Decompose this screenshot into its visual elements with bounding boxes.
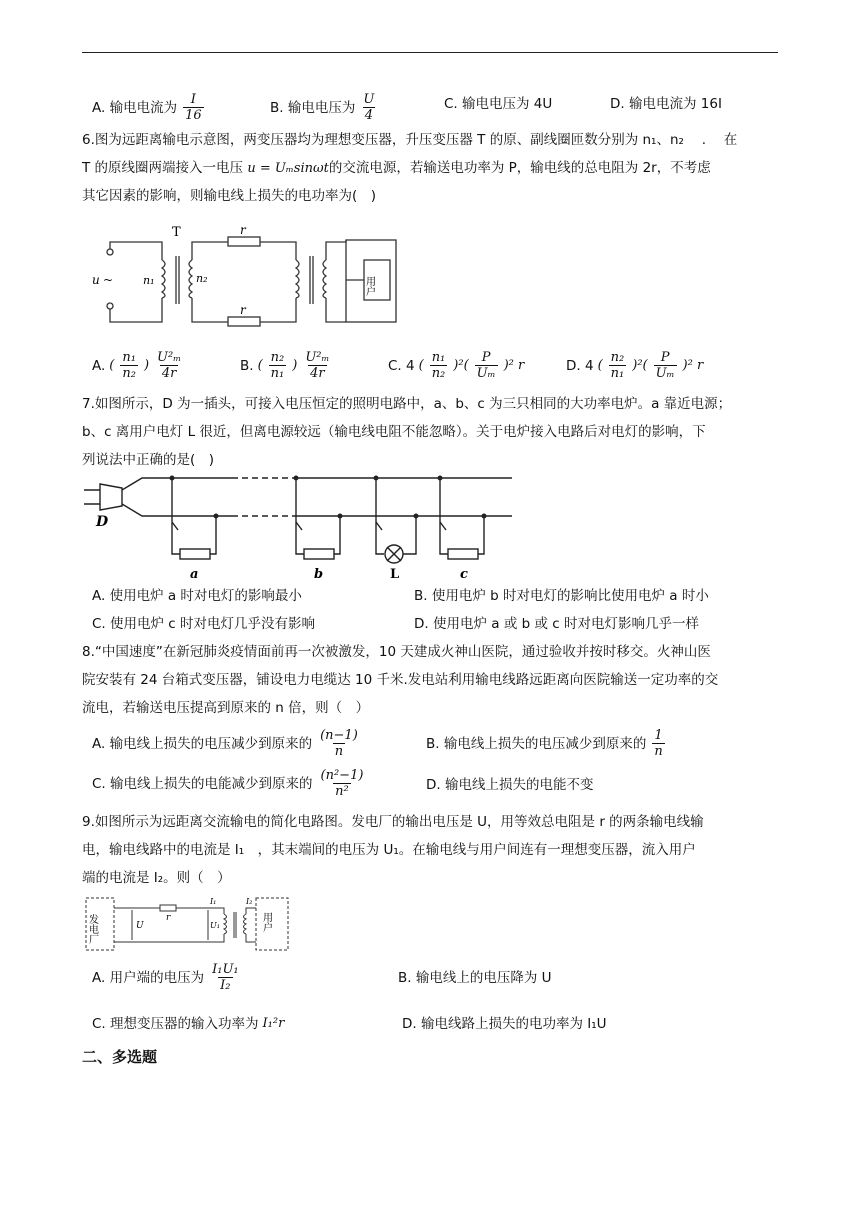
q8-line1: 8.“中国速度”在新冠肺炎疫情面前再一次被激发，10 天建成火神山医院，通过验收并按时移交。火神山医 xyxy=(82,644,711,660)
svg-text:r: r xyxy=(166,913,171,923)
q6-circuit-figure xyxy=(88,222,404,334)
q9-line1: 9.如图所示为远距离交流输电的简化电路图。发电厂的输出电压是 U，用等效总电阻是 r 的两条输电线输 xyxy=(82,814,704,830)
svg-text:D: D xyxy=(96,514,109,530)
section-heading-multi-choice: 二、多选题 xyxy=(82,1048,158,1066)
q7-option-b[interactable]: B. 使用电炉 b 时对电灯的影响比使用电炉 a 时小 xyxy=(414,588,709,604)
q9-option-a[interactable]: A. 用户端的电压为 $\frac{\text{I₁U₁}}{\text{I₂}}$ xyxy=(92,962,239,993)
q5-option-b[interactable]: B. 输电电压为 $\frac{U}{4}$ xyxy=(270,92,375,123)
q6-line2: T 的原线圈两端接入一电压 u = Uₘsinωt的交流电源，若输送电功率为 P，输电线的总电阻为 2r，不考虑 xyxy=(82,160,711,176)
svg-text:r: r xyxy=(240,223,246,237)
svg-text:U₁: U₁ xyxy=(210,921,220,930)
q7-line3: 列说法中正确的是( ) xyxy=(82,452,215,468)
q8-option-b[interactable]: B. 输电线上损失的电压减少到原来的 $\frac{1}{n}$ xyxy=(426,728,663,759)
q7-option-c[interactable]: C. 使用电炉 c 时对电灯几乎没有影响 xyxy=(92,616,316,632)
q7-option-a[interactable]: A. 使用电炉 a 时对电灯的影响最小 xyxy=(92,588,302,604)
q5-option-d[interactable]: D. 输电电流为 16I xyxy=(610,96,722,112)
svg-text:c: c xyxy=(460,567,468,582)
user-label: 用户 xyxy=(260,912,272,932)
fraction: $\frac{U}{4}$ xyxy=(363,92,375,123)
svg-text:n₂: n₂ xyxy=(196,272,208,285)
svg-text:n₁: n₁ xyxy=(143,274,155,287)
q9-circuit-figure xyxy=(84,892,292,956)
svg-text:r: r xyxy=(240,303,246,317)
q6-option-a[interactable]: A. ( $\frac{\text{n₁}}{\text{n₂}}$ ) $\frac{\text{U²ₘ}}{4r}$ xyxy=(92,350,182,381)
user-label: 用户 xyxy=(363,276,375,296)
svg-text:b: b xyxy=(314,567,324,582)
svg-text:I₂: I₂ xyxy=(246,897,253,906)
q6-option-c[interactable]: C. 4 ( $\frac{\text{n₁}}{\text{n₂}}$ )²( $\frac{P}{\text{Uₘ}}$ )² r xyxy=(388,350,525,381)
q7-line1: 7.如图所示，D 为一插头，可接入电压恒定的照明电路中，a、b、c 为三只相同的大功率电炉。a 靠近电源； xyxy=(82,396,732,412)
svg-text:L: L xyxy=(390,567,400,582)
transformer-label: T xyxy=(172,225,181,240)
q8-line2: 院安装有 24 台箱式变压器，铺设电力电缆达 10 千米.发电站利用输电线路远距离向医院输送一定功率的交 xyxy=(82,672,719,688)
q8-option-d[interactable]: D. 输电线上损失的电能不变 xyxy=(426,777,594,793)
svg-text:U: U xyxy=(136,921,144,931)
fraction: $\frac{I}{16}$ xyxy=(185,92,202,123)
q8-option-a[interactable]: A. 输电线上损失的电压减少到原来的 $\frac{(n-1)}{n}$ xyxy=(92,728,358,759)
q9-option-b[interactable]: B. 输电线上的电压降为 U xyxy=(398,970,552,986)
q6-option-d[interactable]: D. 4 ( $\frac{\text{n₂}}{\text{n₁}}$ )²( $\frac{P}{\text{Uₘ}}$ )² r xyxy=(566,350,704,381)
q9-line3: 端的电流是 I₂。则（ ） xyxy=(82,870,231,886)
svg-text:a: a xyxy=(190,567,199,582)
q8-option-c[interactable]: C. 输电线上损失的电能减少到原来的 $\frac{\text{(n²−1)}}{\text{n²}}$ xyxy=(92,768,364,799)
q9-option-d[interactable]: D. 输电线路上损失的电功率为 I₁U xyxy=(402,1016,607,1032)
q7-option-d[interactable]: D. 使用电炉 a 或 b 或 c 时对电灯影响几乎一样 xyxy=(414,616,699,632)
svg-text:I₁: I₁ xyxy=(210,897,217,906)
plant-label: 发电厂 xyxy=(86,914,98,944)
header-rule xyxy=(82,52,778,53)
q9-option-c[interactable]: C. 理想变压器的输入功率为 I₁²r xyxy=(92,1016,285,1032)
q9-line2: 电，输电线路中的电流是 I₁ ，其末端间的电压为 U₁。在输电线与用户间连有一理想变压器，流入用户 xyxy=(82,842,696,858)
q6-line3: 其它因素的影响，则输电线上损失的电功率为( ) xyxy=(82,188,377,204)
svg-text:u: u xyxy=(92,273,100,287)
q7-line2: b、c 离用户电灯 L 很近，但离电源较远（输电线电阻不能忽略）。关于电炉接入电路后对电灯的影响，下 xyxy=(82,424,706,440)
q7-circuit-figure xyxy=(82,470,514,582)
q6-line1: 6.图为远距离输电示意图，两变压器均为理想变压器，升压变压器 T 的原、副线圈匝数分别为 n₁、n₂ . 在 xyxy=(82,132,738,148)
svg-text:~: ~ xyxy=(103,273,114,287)
q5-option-a[interactable]: A. 输电电流为 $\frac{I}{16}$ xyxy=(92,92,202,123)
q8-line3: 流电，若输送电压提高到原来的 n 倍，则（ ） xyxy=(82,700,370,716)
q5-option-c[interactable]: C. 输电电压为 4U xyxy=(444,96,553,112)
q6-option-b[interactable]: B. ( $\frac{\text{n₂}}{\text{n₁}}$ ) $\frac{\text{U²ₘ}}{4r}$ xyxy=(240,350,330,381)
